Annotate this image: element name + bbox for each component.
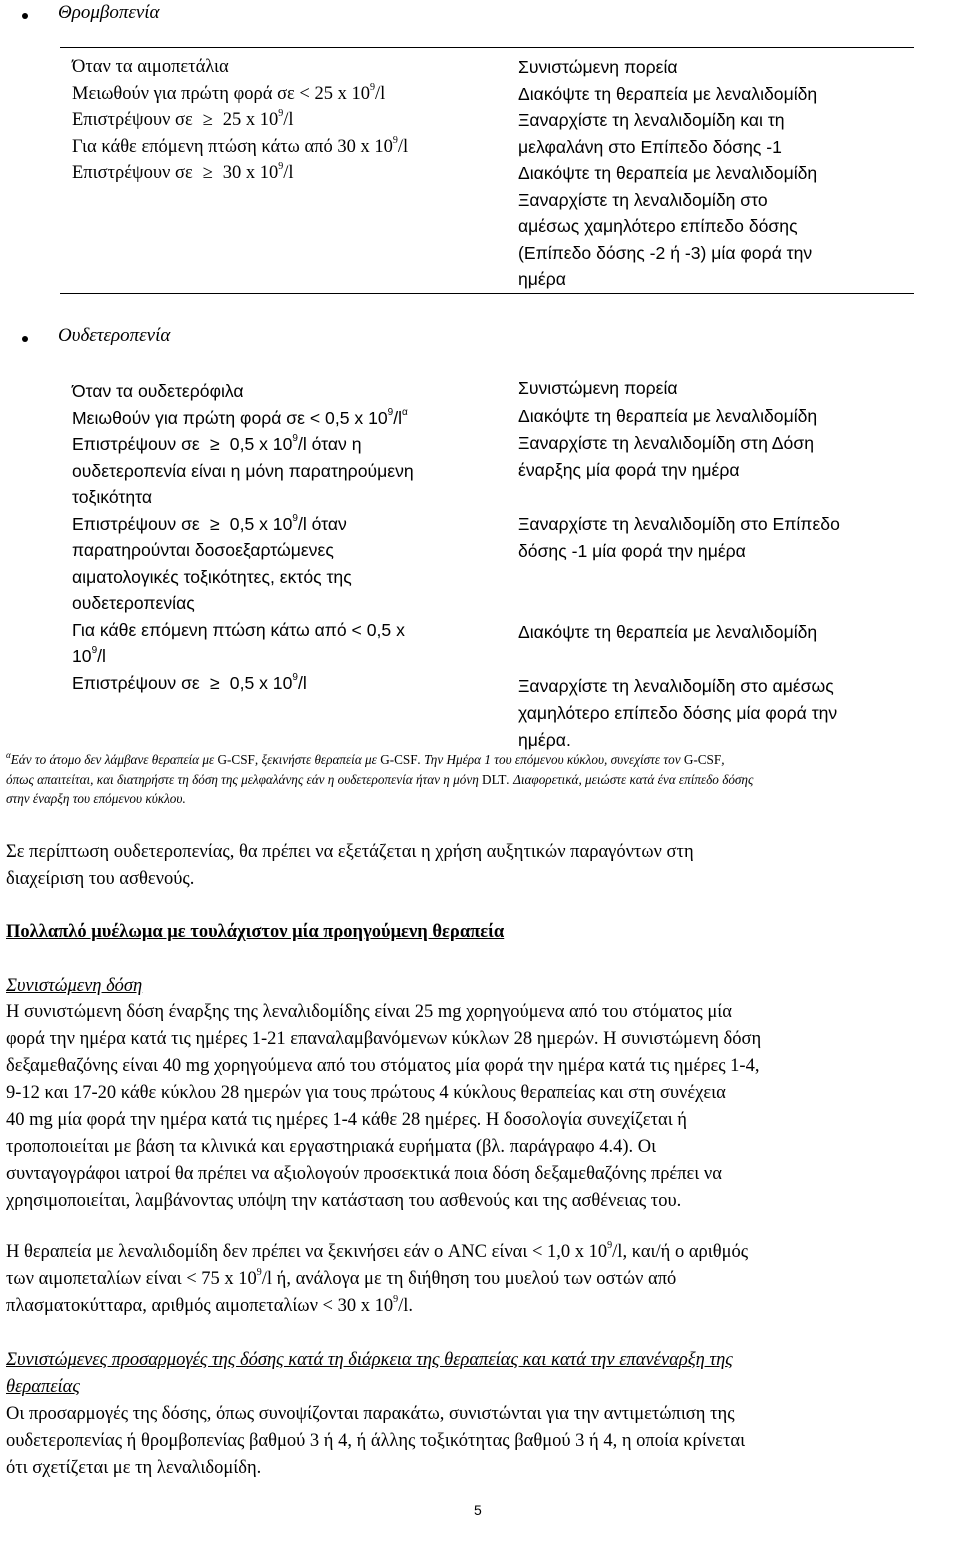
bullet-neutro xyxy=(22,336,28,342)
neutro-action-line: Ξαναρχίστε τη λεναλιδομίδη στο αμέσως xyxy=(518,676,834,696)
neutro-action-line: χαμηλότερο επίπεδο δόσης μία φορά την xyxy=(518,703,838,723)
neutro-condition-line: ουδετεροπενίας xyxy=(72,593,195,613)
thrombo-condition-1: Μειωθούν για πρώτη φορά σε < 25 x $10^9/l$ xyxy=(72,81,386,104)
neutro-action-line: δόσης -1 μία φορά την ημέρα xyxy=(518,541,746,561)
thrombo-left-column xyxy=(72,54,408,187)
ge-symbol: ≥ xyxy=(202,163,213,183)
neutro-action-line: Διακόψτε τη θεραπεία με λεναλιδομίδη xyxy=(518,622,818,642)
thrombo-condition-header: Όταν τα αιμοπετάλια xyxy=(72,57,229,77)
thrombo-action-line: μελφαλάνη στο Επίπεδο δόσης -1 xyxy=(518,136,782,157)
neutro-action-line: Ξαναρχίστε τη λεναλιδομίδη στη Δόση xyxy=(518,433,814,453)
footnote: $^\alpha$Εάν το άτομο δεν λάμβανε θεραπεία με G-CSF, ξεκινήστε θεραπεία με G-CSF. Την Ημέρα 1 του επόμενου κύκλου, συνεχίστε τον G-CSF, όπως απαιτείται, και διατηρήστε τη δόση της μελφαλάνης εάν η ουδετεροπενία ήταν η μόνη DLT. Διαφορετικά, μειώστε κατά ένα επίπεδο δόσης στην έναρξη του επόμενου κύκλου. xyxy=(6,750,754,806)
thrombo-action-header: Συνιστώμενη πορεία xyxy=(518,57,678,77)
neutro-action-header: Συνιστώμενη πορεία xyxy=(518,378,678,398)
thrombo-table-top-rule xyxy=(60,47,914,48)
neutro-action-line: Ξαναρχίστε τη λεναλιδομίδη στο Επίπεδο xyxy=(518,514,840,534)
page-number: 5 xyxy=(474,1502,482,1518)
thrombo-heading: Θρομβοπενία xyxy=(58,2,160,23)
subheading-recommended-dose: Συνιστώμενη δόση xyxy=(6,976,143,996)
ge-symbol: ≥ xyxy=(209,434,220,454)
ge-symbol: ≥ xyxy=(202,110,213,130)
thrombo-right-column xyxy=(518,54,817,293)
neutro-condition-line: Επιστρέψουν σε ≥ 0,5 x $10^9/l$ όταν xyxy=(72,511,414,538)
paragraph-anc-threshold: Η θεραπεία με λεναλιδομίδη δεν πρέπει να ξεκινήσει εάν ο ANC είναι < 1,0 x $10^9/l$, και/ή ο αριθμός των αιμοπεταλίων είναι < 75 x $10^9/l$ ή, ανάλογα με τη διήθηση του μυελού των οστών από πλασματοκύτταρα, αριθμός αιμοπεταλίων < 30 x $10^9/l$. xyxy=(6,1240,749,1316)
ge-symbol: ≥ xyxy=(209,672,220,693)
neutro-action-line: έναρξης μία φορά την ημέρα xyxy=(518,460,740,480)
section-heading-multiple-myeloma: Πολλαπλό μυέλωμα με τουλάχιστον μία προηγούμενη θεραπεία xyxy=(6,922,505,942)
subheading-dose-adjustments: Συνιστώμενες προσαρμογές της δόσης κατά τη διάρκεια της θεραπείας και κατά την επανέναρξη της θεραπείας xyxy=(6,1350,733,1397)
neutro-condition-line: Για κάθε επόμενη πτώση κάτω από < 0,5 x xyxy=(72,619,405,640)
thrombo-condition-4: Επιστρέψουν σε ≥ 30 x $10^9/l$ xyxy=(72,160,408,187)
thrombo-action-line: αμέσως χαμηλότερο επίπεδο δόσης xyxy=(518,216,798,236)
neutro-condition-header: Όταν τα ουδετερόφιλα xyxy=(72,381,244,401)
thrombo-action-line: (Επίπεδο δόσης -2 ή -3) μία φορά την xyxy=(518,242,813,263)
neutro-condition-line: Μειωθούν για πρώτη φορά σε < 0,5 x $10^9/l^\alpha$ xyxy=(72,406,408,428)
neutro-left-column xyxy=(72,378,414,696)
neutro-action-line: Διακόψτε τη θεραπεία με λεναλιδομίδη xyxy=(518,406,818,426)
thrombo-condition-3: Για κάθε επόμενη πτώση κάτω από 30 x $10^9/l$ xyxy=(72,134,409,157)
thrombo-action-line: Ξαναρχίστε τη λεναλιδομίδη και τη xyxy=(518,110,785,130)
thrombo-action-line: Ξαναρχίστε τη λεναλιδομίδη στο xyxy=(518,189,768,210)
paragraph-dose-adjustments: Οι προσαρμογές της δόσης, όπως συνοψίζονται παρακάτω, συνιστώνται για την αντιμετώπιση της ουδετεροπενίας ή θρομβοπενίας βαθμού 3 ή 4, ή άλλης τοξικότητας βαθμού 3 ή 4, η οποία κρίνεται ότι σχετίζεται με τη λεναλιδομίδη. xyxy=(6,1404,746,1478)
neutro-condition-line: παρατηρούνται δοσοεξαρτώμενες xyxy=(72,540,334,560)
neutro-condition-line: ουδετεροπενία είναι η μόνη παρατηρούμενη xyxy=(72,460,414,481)
thrombo-action-line: Διακόψτε τη θεραπεία με λεναλιδομίδη xyxy=(518,163,818,183)
ge-symbol: ≥ xyxy=(209,513,220,534)
thrombo-table-bottom-rule xyxy=(60,293,914,294)
neutro-heading: Ουδετεροπενία xyxy=(58,325,171,346)
thrombo-condition-2: Επιστρέψουν σε ≥ 25 x $10^9/l$ xyxy=(72,107,408,134)
neutro-action-line: ημέρα. xyxy=(518,730,571,750)
neutro-condition-line: αιματολογικές τοξικότητες, εκτός της xyxy=(72,566,352,587)
neutro-condition-line: Επιστρέψουν σε ≥ 0,5 x $10^9/l$ όταν η xyxy=(72,431,414,458)
neutro-condition-line: Επιστρέψουν σε ≥ 0,5 x $10^9/l$ xyxy=(72,670,414,697)
thrombo-action-line: Διακόψτε τη θεραπεία με λεναλιδομίδη xyxy=(518,83,818,104)
paragraph-growth-factors: Σε περίπτωση ουδετεροπενίας, θα πρέπει να εξετάζεται η χρήση αυξητικών παραγόντων στη διαχείριση του ασθενούς. xyxy=(6,842,694,889)
thrombo-action-line: ημέρα xyxy=(518,269,566,289)
paragraph-recommended-dose: Η συνιστώμενη δόση έναρξης της λεναλιδομίδης είναι 25 mg χορηγούμενα από του στόματος μία φορά την ημέρα κατά τις ημέρες 1-21 επαναλαμβανόμενων κύκλων 28 ημερών. Η συνιστώμενη δόση δεξαμεθαζόνης είναι 40 mg χορηγούμενα από του στόματος μία φορά την ημέρα κατά τις ημέρες 1-4, 9-12 και 17-20 κάθε κύκλου 28 ημερών για τους πρώτους 4 κύκλους θεραπείας και στη συνέχεια 40 mg μία φορά την ημέρα κατά τις ημέρες 1-4 κάθε 28 ημέρες. Η δοσολογία συνεχίζεται ή τροποποιείται με βάση τα κλινικά και εργαστηριακά ευρήματα (βλ. παράγραφο 4.4). Οι συνταγογράφοι ιατροί θα πρέπει να αξιολογούν προσεκτικά ποια δόση δεξαμεθαζόνης πρέπει να χρησιμοποιείται, λαμβάνοντας υπόψη την κατάσταση του ασθενούς και της ασθένειας του. xyxy=(6,1002,762,1211)
neutro-condition-line: $10^9/l$ xyxy=(72,645,106,666)
neutro-condition-line: τοξικότητα xyxy=(72,487,152,507)
bullet-thrombo xyxy=(22,13,28,19)
footnote-marker: α xyxy=(6,750,11,760)
